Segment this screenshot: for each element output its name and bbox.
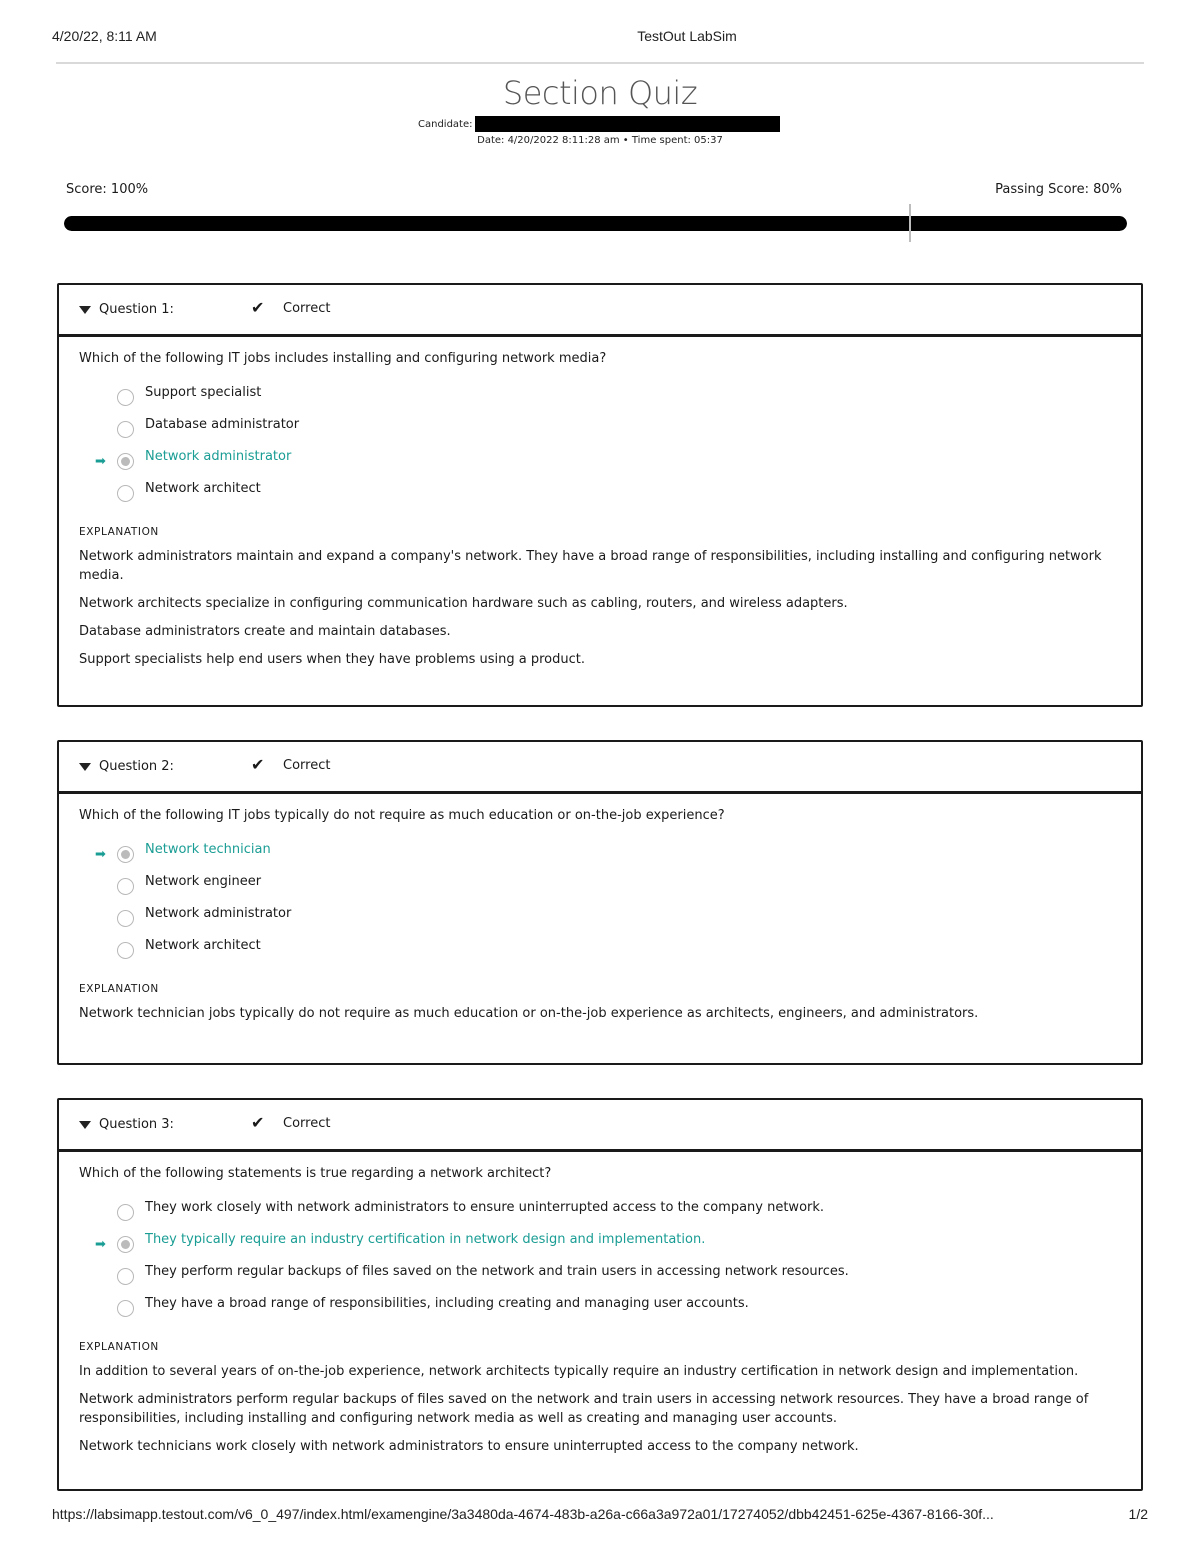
answer-option[interactable]	[79, 905, 1121, 937]
caret-down-icon[interactable]	[79, 763, 91, 771]
radio-button[interactable]	[117, 389, 134, 406]
explanation-paragraph: Network administrators maintain and expand a company's network. They have a broad range of responsibilities, including installing and configuring network media.	[79, 549, 1102, 583]
radio-button[interactable]	[117, 942, 134, 959]
score-label: Score: 100%	[66, 182, 149, 197]
question-number: Question 2:	[99, 759, 174, 774]
radio-button[interactable]	[117, 485, 134, 502]
passing-score-label: Passing Score: 80%	[995, 182, 1122, 197]
question-header[interactable]	[59, 285, 1141, 337]
answer-text: They work closely with network administrators to ensure uninterrupted access to the company network.	[145, 1200, 825, 1215]
print-footer	[52, 1506, 1148, 1526]
right-arrow-icon: ➡	[95, 847, 106, 862]
question-card-3	[57, 1098, 1143, 1491]
answer-option[interactable]	[79, 937, 1121, 969]
answer-option-selected[interactable]	[79, 448, 1121, 480]
right-arrow-icon: ➡	[95, 454, 106, 469]
explanation-heading: EXPLANATION	[79, 1341, 159, 1353]
explanation-paragraph: Network technicians work closely with network administrators to ensure uninterrupted access to the company network.	[79, 1439, 859, 1454]
question-number: Question 1:	[99, 302, 174, 317]
explanation-paragraph: In addition to several years of on-the-job experience, network architects typically require an industry certification in network design and implementation.	[79, 1364, 1079, 1379]
answer-list	[79, 384, 1121, 512]
answer-text: Network administrator	[145, 906, 292, 921]
answer-text: Network architect	[145, 938, 261, 953]
print-date: 4/20/22, 8:11 AM	[52, 28, 157, 44]
answer-text: Network architect	[145, 481, 261, 496]
radio-button[interactable]	[117, 1268, 134, 1285]
answer-text: Network administrator	[145, 449, 292, 464]
question-number: Question 3:	[99, 1117, 174, 1132]
print-url: https://labsimapp.testout.com/v6_0_497/index.html/examengine/3a3480da-4674-483b-a26a-c66a3a972a01/17274052/dbb42451-625e-4367-8166-30f...	[52, 1506, 994, 1522]
answer-option[interactable]	[79, 480, 1121, 512]
explanation-paragraph: Database administrators create and maintain databases.	[79, 624, 451, 639]
question-card-1	[57, 283, 1143, 707]
radio-button[interactable]	[117, 910, 134, 927]
answer-text: They perform regular backups of files saved on the network and train users in accessing network resources.	[145, 1264, 849, 1279]
answer-option-selected[interactable]	[79, 841, 1121, 873]
candidate-redaction	[475, 116, 780, 132]
answer-list	[79, 1199, 1121, 1327]
radio-button[interactable]	[117, 1204, 134, 1221]
answer-text: Support specialist	[145, 385, 262, 400]
radio-button[interactable]	[117, 421, 134, 438]
check-icon: ✔	[251, 298, 265, 317]
print-header	[0, 28, 1200, 48]
passing-score-marker	[909, 204, 911, 242]
answer-option[interactable]	[79, 1263, 1121, 1295]
radio-button[interactable]	[117, 878, 134, 895]
explanation-heading: EXPLANATION	[79, 983, 159, 995]
answer-option[interactable]	[79, 416, 1121, 448]
explanation	[79, 1341, 1121, 1456]
radio-button-selected[interactable]	[117, 453, 134, 470]
question-status: Correct	[283, 301, 331, 316]
answer-option[interactable]	[79, 1199, 1121, 1231]
page-title: Section Quiz	[502, 74, 698, 112]
candidate-label: Candidate:	[418, 118, 473, 130]
caret-down-icon[interactable]	[79, 1121, 91, 1129]
page-number: 1/2	[1128, 1506, 1148, 1522]
explanation-paragraph: Network technician jobs typically do not require as much education or on-the-job experience as architects, engineers, and administrators.	[79, 1006, 979, 1021]
question-status: Correct	[283, 1116, 331, 1131]
check-icon: ✔	[251, 755, 265, 774]
answer-text: Network engineer	[145, 874, 262, 889]
print-app-title: TestOut LabSim	[637, 28, 737, 44]
question-text: Which of the following IT jobs typically do not require as much education or on-the-job experience?	[79, 808, 725, 823]
score-progress-bar	[64, 216, 1127, 231]
explanation-heading: EXPLANATION	[79, 526, 159, 538]
candidate-line	[418, 116, 780, 132]
explanation	[79, 983, 1121, 1023]
answer-text: Network technician	[145, 842, 271, 857]
score-progress-fill	[64, 216, 1127, 231]
quiz-meta: Date: 4/20/2022 8:11:28 am • Time spent: 05:37	[477, 135, 723, 146]
answer-option[interactable]	[79, 873, 1121, 905]
answer-option[interactable]	[79, 384, 1121, 416]
question-card-2	[57, 740, 1143, 1065]
question-header[interactable]	[59, 1100, 1141, 1152]
explanation-paragraph: Network architects specialize in configuring communication hardware such as cabling, routers, and wireless adapters.	[79, 596, 848, 611]
question-text: Which of the following statements is true regarding a network architect?	[79, 1166, 552, 1181]
answer-text: They typically require an industry certification in network design and implementation.	[145, 1232, 706, 1247]
right-arrow-icon: ➡	[95, 1237, 106, 1252]
answer-text: They have a broad range of responsibilities, including creating and managing user accounts.	[145, 1296, 749, 1311]
question-status: Correct	[283, 758, 331, 773]
explanation	[79, 526, 1121, 669]
answer-option[interactable]	[79, 1295, 1121, 1327]
check-icon: ✔	[251, 1113, 265, 1132]
radio-button[interactable]	[117, 1300, 134, 1317]
answer-list	[79, 841, 1121, 969]
radio-button-selected[interactable]	[117, 846, 134, 863]
explanation-paragraph: Support specialists help end users when they have problems using a product.	[79, 652, 585, 667]
caret-down-icon[interactable]	[79, 306, 91, 314]
radio-button-selected[interactable]	[117, 1236, 134, 1253]
header-divider	[56, 62, 1144, 64]
answer-text: Database administrator	[145, 417, 300, 432]
question-text: Which of the following IT jobs includes installing and configuring network media?	[79, 351, 607, 366]
answer-option-selected[interactable]	[79, 1231, 1121, 1263]
explanation-paragraph: Network administrators perform regular backups of files saved on the network and train users in accessing network resources. They have a broad range of responsibilities, including installing and configuring network media as well as creating and managing user accounts.	[79, 1392, 1089, 1426]
question-header[interactable]	[59, 742, 1141, 794]
